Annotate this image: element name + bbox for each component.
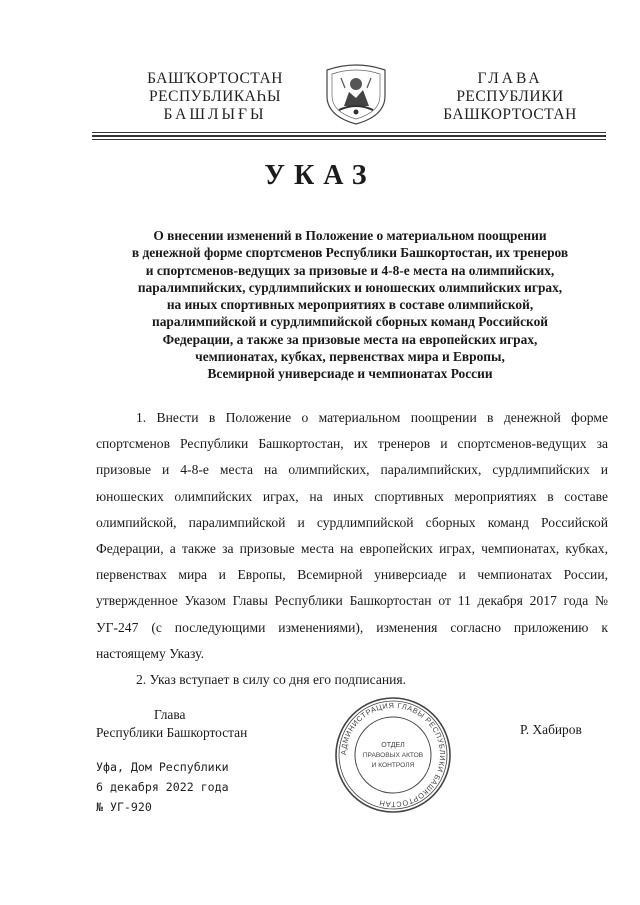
- subject-line: паралимпийской и сурдлимпийской сборных команд Российской: [152, 314, 548, 330]
- stamp-center-line-2: ПРАВОВЫХ АКТОВ: [362, 752, 424, 759]
- signatory-role: [96, 706, 247, 742]
- subject-line: паралимпийских, сурдлимпийских и юношеских олимпийских играх,: [137, 279, 563, 295]
- header-left-line-3: БАШЛЫҒЫ: [163, 106, 267, 123]
- header-divider-bottom: [92, 139, 606, 140]
- header-left-line-2: РЕСПУБЛИКАҺЫ: [149, 88, 281, 105]
- header-divider-top: [92, 132, 606, 133]
- stamp-center-line-1: ОТДЕЛ: [381, 742, 405, 749]
- signatory-role-line-2: Республики Башкортостан: [96, 725, 248, 740]
- header-divider-middle: [92, 135, 606, 137]
- decree-place: Уфа, Дом Республики: [96, 760, 229, 774]
- decree-meta: [96, 757, 229, 817]
- official-stamp: [334, 696, 452, 814]
- header-right-line-1: ГЛАВА: [477, 70, 543, 87]
- signatory-role-line-1: Глава: [154, 707, 186, 722]
- subject-line: в денежной форме спортсменов Республики Башкортостан, их тренеров: [131, 245, 569, 261]
- header-right-line-2: РЕСПУБЛИКИ: [456, 88, 564, 105]
- paragraph-2: 2. Указ вступает в силу со дня его подписания.: [136, 672, 407, 688]
- stamp-ring-text: АДМИНИСТРАЦИЯ ГЛАВЫ РЕСПУБЛИКИ БАШКОРТОСТАН: [338, 700, 448, 810]
- header-right-block: [420, 70, 600, 124]
- decree-title: УКАЗ: [264, 160, 376, 191]
- decree-date: 6 декабря 2022 года: [96, 780, 229, 794]
- paragraph-1: 1. Внести в Положение о материальном поощрении в денежной форме спортсменов Республики Башкортостан, их тренеров и спортсменов-ведущих за призовые и 4-8-е места на олимпийских, паралимпийских, сурдлимпийских и юношеских олимпийских играх, на иных спортивных мероприятиях в составе олимпийской, паралимпийской и сурдлимпийской сборных команд Российской Федерации, а также за призовые места на европейских играх, чемпионатах, кубках, первенствах мира и Европы, Всемирной универсиаде и чемпионатах России, утвержденное Указом Главы Республики Башкортостан от 11 декабря 2017 года № УГ-247 (с последующими изменениями), изменения согласно приложению к настоящему Указу.: [96, 410, 608, 661]
- decree-number: № УГ-920: [96, 800, 152, 814]
- signatory-name: Р. Хабиров: [520, 722, 582, 737]
- subject-line: на иных спортивных мероприятиях в составе олимпийской,: [166, 297, 534, 313]
- header-left-block: [130, 70, 300, 124]
- decree-subject: [100, 227, 600, 383]
- header-left-line-1: БАШҠОРТОСТАН: [147, 70, 283, 87]
- subject-line: чемпионатах, кубках, первенствах мира и Европы,: [195, 349, 505, 365]
- subject-line: Всемирной универсиаде и чемпионатах России: [207, 366, 493, 382]
- subject-line: О внесении изменений в Положение о материальном поощрении: [153, 228, 547, 243]
- subject-line: Федерации, а также за призовые места на европейских играх,: [162, 331, 538, 347]
- header-right-line-3: БАШКОРТОСТАН: [443, 106, 577, 123]
- coat-of-arms-icon: [319, 62, 393, 126]
- subject-line: и спортсменов-ведущих за призовые и 4-8-е места на олимпийских,: [145, 262, 555, 278]
- decree-body: [96, 405, 608, 693]
- stamp-center-line-3: И КОНТРОЛЯ: [371, 762, 415, 769]
